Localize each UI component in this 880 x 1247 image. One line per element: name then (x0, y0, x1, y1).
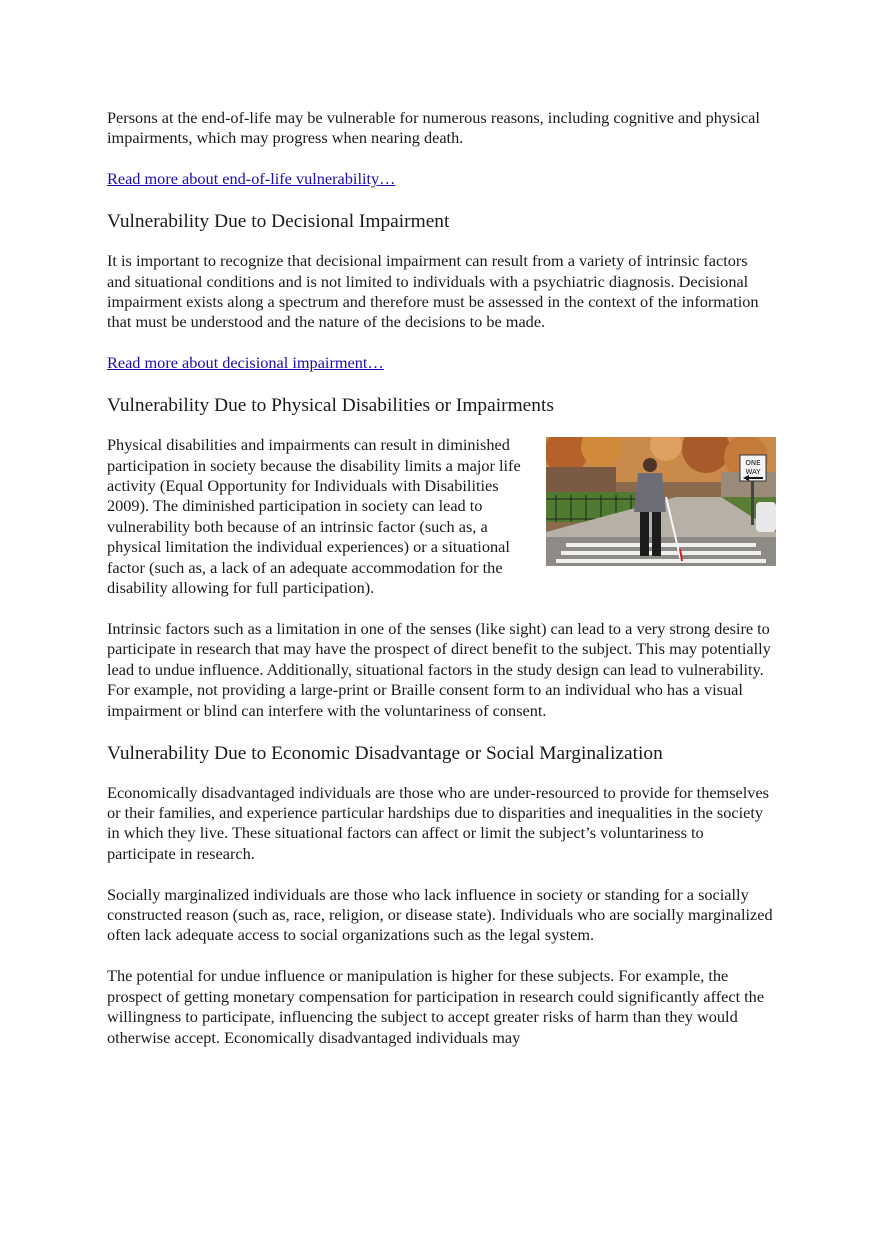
heading-physical-disabilities: Vulnerability Due to Physical Disabilities or Impairments (107, 395, 554, 417)
economic-paragraph-3: The potential for undue influence or manipulation is higher for these subjects. For example, the prospect of getting monetary compensation for participation in research could significantly affect the willingness to participate, influencing the subject to accept greater risks of harm than they would otherwise accept. Economically disadvantaged individuals may (107, 966, 765, 1047)
heading-economic-disadvantage: Vulnerability Due to Economic Disadvantage or Social Marginalization (107, 742, 663, 764)
crosswalk-photo (546, 437, 776, 566)
economic-paragraph-1: Economically disadvantaged individuals are those who are under-resourced to provide for themselves or their families, and experience particular hardships due to disparities and inequalities in the society in which they live. These situational factors can affect or limit the subject’s voluntariness to participate in research. (107, 782, 770, 863)
decisional-impairment-link[interactable]: Read more about decisional impairment… (107, 353, 384, 373)
economic-paragraph-2: Socially marginalized individuals are those who lack influence in society or standing for a socially constructed reason (such as, race, religion, or disease state). Individuals who are socially marginalized often lack adequate access to social organizations such as the legal system. (107, 884, 773, 945)
sign-text-one: ONE (745, 459, 761, 468)
sign-text-way: WAY (745, 468, 761, 477)
heading-decisional-impairment: Vulnerability Due to Decisional Impairment (107, 211, 450, 233)
document-body (107, 108, 775, 1069)
physical-paragraph-2: Intrinsic factors such as a limitation in one of the senses (like sight) can lead to a very strong desire to participate in research that may have the prospect of direct benefit to the subject. This may potentially lead to undue influence. Additionally, situational factors in the study design can lead to vulnerability. For example, not providing a large-print or Braille consent form to an individual who has a visual impairment or blind can interfere with the voluntariness of consent. (107, 619, 771, 720)
end-of-life-link[interactable]: Read more about end-of-life vulnerability… (107, 169, 396, 189)
physical-paragraph-1: Physical disabilities and impairments can result in diminished participation in society because the disability limits a major life activity (Equal Opportunity for Individuals with Disabilities 2009). The diminished participation in society can lead to vulnerability both because of an intrinsic factor (such as, a physical limitation the individual experiences) or a situational factor (such as, a lack of an adequate accommodation for the disability allowing for full participation). (107, 435, 521, 598)
intro-paragraph: Persons at the end-of-life may be vulnerable for numerous reasons, including cognitive and physical impairments, which may progress when nearing death. (107, 108, 760, 148)
decisional-paragraph: It is important to recognize that decisional impairment can result from a variety of intrinsic factors and situational conditions and is not limited to individuals with a psychiatric diagnosis. Decisional impairment exists along a spectrum and therefore must be assessed in the context of the information that must be understood and the nature of the decisions to be made. (107, 251, 759, 332)
